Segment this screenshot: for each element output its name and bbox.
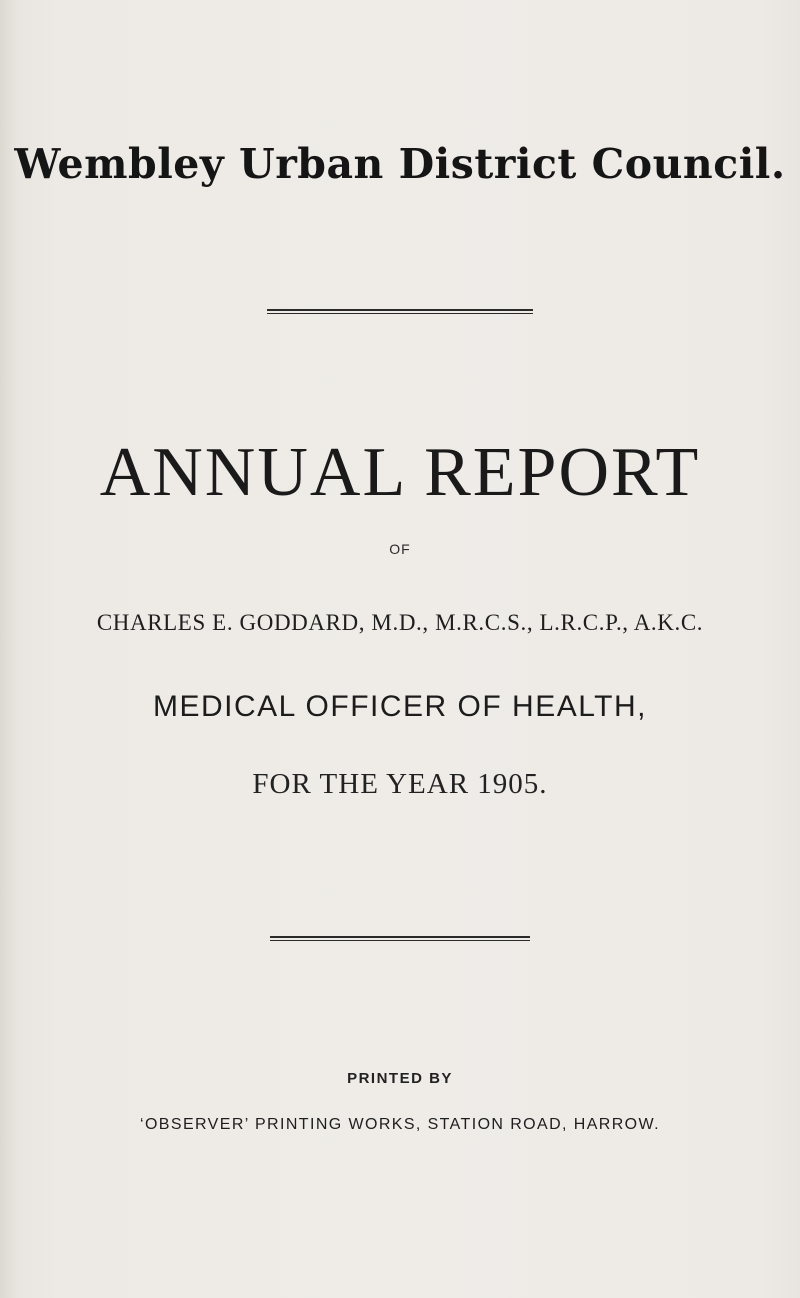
printer-address: ‘OBSERVER’ PRINTING WORKS, STATION ROAD, HARROW. — [140, 1116, 660, 1133]
top-divider — [267, 309, 533, 314]
officer-role: MEDICAL OFFICER OF HEALTH, — [152, 690, 648, 723]
report-year: FOR THE YEAR 1905. — [252, 768, 548, 800]
council-title: Wembley Urban District Council. — [14, 140, 786, 188]
bottom-divider — [270, 936, 530, 941]
printed-by-label: PRINTED BY — [347, 1070, 453, 1087]
of-label: OF — [389, 541, 411, 557]
report-title: ANNUAL REPORT — [99, 434, 701, 511]
officer-name: CHARLES E. GODDARD, M.D., M.R.C.S., L.R.C.P., A.K.C. — [96, 610, 704, 635]
